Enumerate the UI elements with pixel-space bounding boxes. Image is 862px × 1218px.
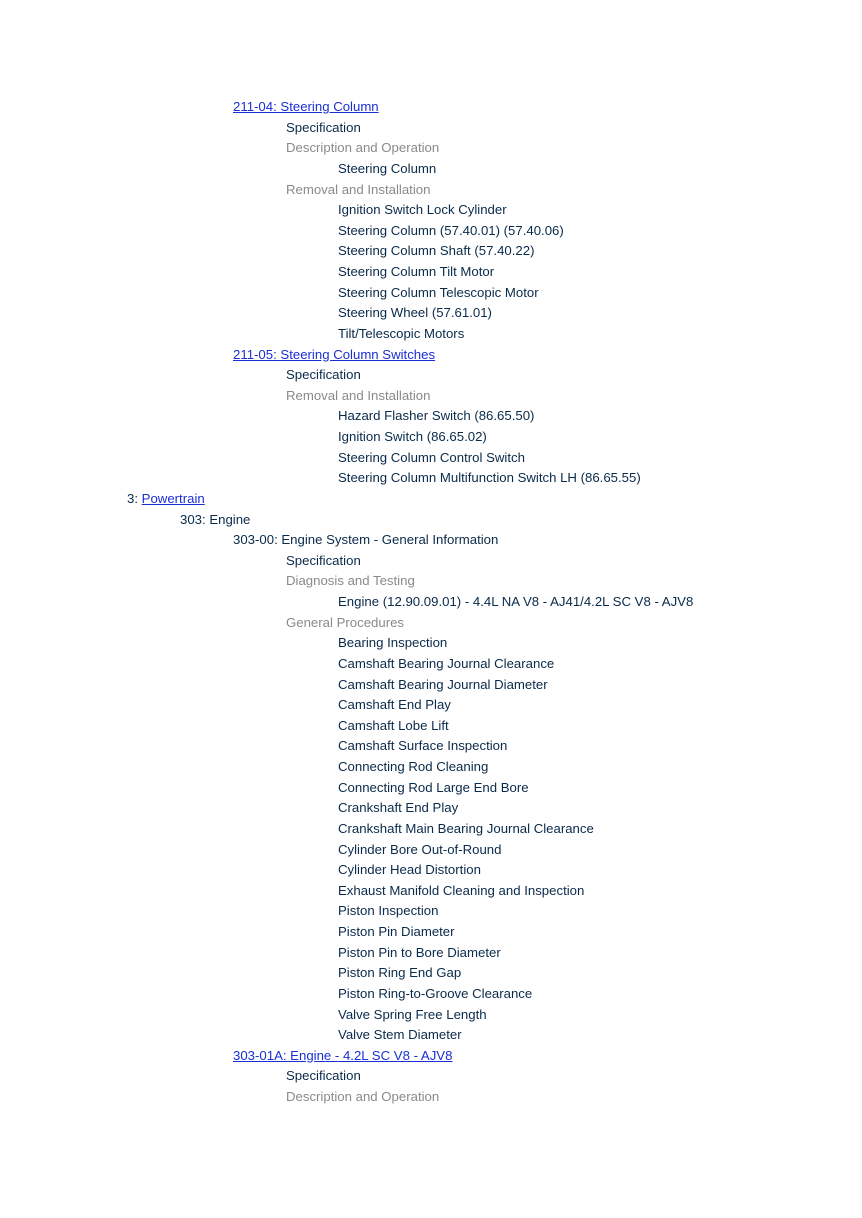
toc-entry: Specification [286,119,361,135]
toc-link[interactable]: Powertrain [141,490,205,506]
toc-row [0,406,862,427]
toc-row [0,1087,862,1108]
toc-entry: Steering Column Telescopic Motor [338,284,539,300]
toc-row [0,860,862,881]
toc-entry: Ignition Switch Lock Cylinder [338,202,507,218]
toc-entry: Cylinder Bore Out-of-Round [338,841,502,857]
toc-row [0,241,862,262]
toc-entry: Steering Column Shaft (57.40.22) [338,243,535,259]
toc-entry: Connecting Rod Large End Bore [338,779,529,795]
toc-section-heading: General Procedures [286,614,405,630]
toc-link[interactable]: 303-01A: Engine - 4.2L SC V8 - AJV8 [233,1047,453,1063]
toc-entry: Steering Wheel (57.61.01) [338,305,492,321]
toc-row [0,819,862,840]
toc-entry: Piston Ring End Gap [338,965,462,981]
table-of-contents [0,97,862,1108]
toc-row [0,840,862,861]
toc-row [0,943,862,964]
toc-row [0,881,862,902]
toc-section-heading: Diagnosis and Testing [286,573,415,589]
toc-entry-number: 3: [127,490,142,506]
toc-section-heading: Removal and Installation [286,387,431,403]
toc-entry: Ignition Switch (86.65.02) [338,429,487,444]
toc-row [0,283,862,304]
toc-row [0,1025,862,1046]
toc-row [0,901,862,922]
toc-row [0,592,862,613]
toc-entry: Specification [286,367,361,383]
toc-row [0,530,862,551]
toc-entry: Camshaft Bearing Journal Clearance [338,655,555,671]
toc-row [0,118,862,139]
toc-entry: Piston Inspection [338,903,439,919]
toc-row [0,571,862,592]
toc-entry: Steering Column Control Switch [338,449,525,465]
toc-row [0,200,862,221]
toc-entry: Piston Pin to Bore Diameter [338,944,501,960]
toc-entry: 303-00: Engine System - General Information [233,532,499,548]
toc-entry: Camshaft End Play [338,697,451,713]
toc-row [0,427,862,448]
toc-section-heading: Description and Operation [286,1089,440,1104]
toc-row [0,365,862,386]
toc-row [0,1005,862,1026]
toc-row [0,654,862,675]
toc-row [0,963,862,984]
toc-entry: Steering Column Multifunction Switch LH (86.65.55) [338,470,641,486]
toc-section-heading: Removal and Installation [286,181,431,197]
toc-entry: Specification [286,1068,361,1084]
toc-row [0,798,862,819]
toc-entry: Camshaft Surface Inspection [338,738,508,754]
toc-link[interactable]: 211-04: Steering Column [233,99,379,114]
toc-row [0,613,862,634]
toc-row [0,510,862,531]
toc-row [0,984,862,1005]
toc-row[interactable] [0,489,862,510]
toc-entry: Piston Ring-to-Groove Clearance [338,985,533,1001]
toc-entry: Bearing Inspection [338,635,448,651]
toc-entry: Crankshaft End Play [338,800,459,816]
toc-row [0,138,862,159]
toc-section-heading: Description and Operation [286,140,440,156]
toc-row [0,716,862,737]
toc-row [0,1066,862,1087]
toc-entry: Piston Pin Diameter [338,924,455,939]
toc-row [0,633,862,654]
toc-row [0,922,862,943]
toc-entry: Valve Stem Diameter [338,1027,462,1043]
toc-row [0,159,862,180]
toc-row [0,448,862,469]
toc-entry: Steering Column Tilt Motor [338,264,495,279]
toc-entry: Hazard Flasher Switch (86.65.50) [338,408,535,424]
toc-entry: Tilt/Telescopic Motors [338,325,465,341]
toc-row [0,262,862,283]
toc-entry: Cylinder Head Distortion [338,862,481,878]
toc-entry: 303: Engine [180,511,251,527]
toc-row [0,180,862,201]
toc-row [0,778,862,799]
toc-row[interactable] [0,345,862,366]
toc-row [0,551,862,572]
toc-link[interactable]: 211-05: Steering Column Switches [233,346,436,362]
toc-row [0,675,862,696]
toc-entry: Connecting Rod Cleaning [338,759,489,774]
toc-row [0,303,862,324]
toc-row [0,695,862,716]
toc-entry: Camshaft Bearing Journal Diameter [338,676,548,692]
toc-row [0,757,862,778]
toc-row [0,324,862,345]
toc-entry: Exhaust Manifold Cleaning and Inspection [338,882,585,898]
toc-entry: Steering Column [338,160,437,176]
toc-entry: Specification [286,552,361,568]
toc-row[interactable] [0,97,862,118]
toc-row [0,468,862,489]
toc-entry: Valve Spring Free Length [338,1006,487,1022]
toc-row [0,221,862,242]
toc-row [0,736,862,757]
toc-entry: Steering Column (57.40.01) (57.40.06) [338,222,564,238]
toc-row [0,386,862,407]
toc-entry: Crankshaft Main Bearing Journal Clearance [338,820,594,836]
toc-entry: Engine (12.90.09.01) - 4.4L NA V8 - AJ41/4.2L SC V8 - AJV8 [338,594,694,609]
toc-row[interactable] [0,1046,862,1067]
toc-entry: Camshaft Lobe Lift [338,717,449,733]
